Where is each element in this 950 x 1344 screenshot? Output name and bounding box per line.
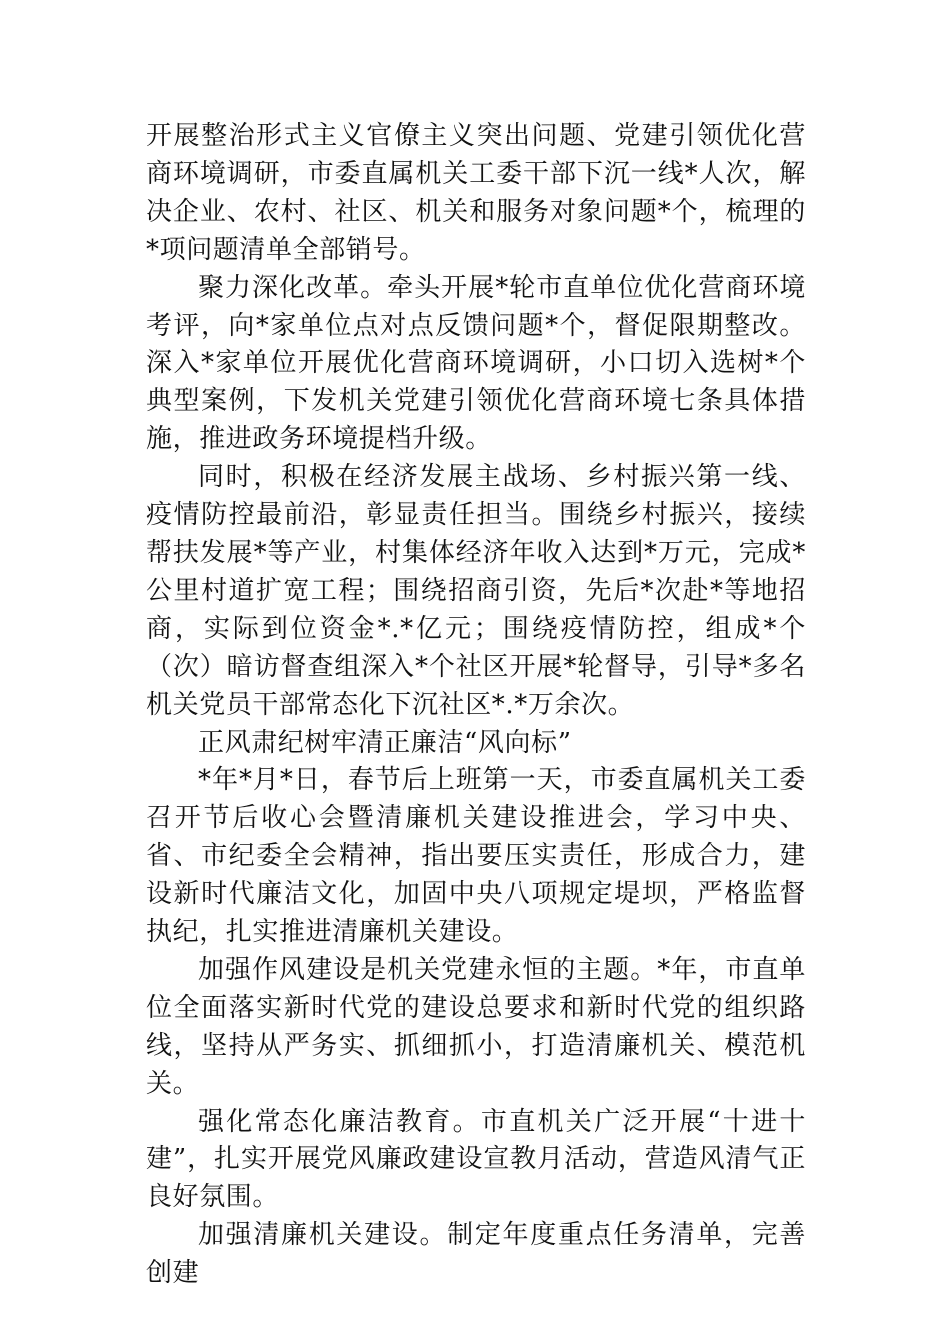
paragraph-6: 加强作风建设是机关党建永恒的主题。*年，市直单位全面落实新时代党的建设总要求和新时代党的组织路线，坚持从严务实、抓细抓小，打造清廉机关、模范机关。 bbox=[146, 954, 806, 1099]
paragraph-7: 强化常态化廉洁教育。市直机关广泛开展“十进十建”，扎实开展党风廉政建设宣教月活动，营造风清气正良好氛围。 bbox=[146, 1106, 806, 1213]
document-page bbox=[146, 118, 806, 1293]
paragraph-2: 聚力深化改革。牵头开展*轮市直单位优化营商环境考评，向*家单位点对点反馈问题*个，督促限期整改。深入*家单位开展优化营商环境调研，小口切入选树*个典型案例，下发机关党建引领优化营商环境七条具体措施，推进政务环境提档升级。 bbox=[146, 272, 806, 455]
paragraph-5: *年*月*日，春节后上班第一天，市委直属机关工委召开节后收心会暨清廉机关建设推进会，学习中央、省、市纪委全会精神，指出要压实责任，形成合力，建设新时代廉洁文化，加固中央八项规定堤坝，严格监督执纪，扎实推进清廉机关建设。 bbox=[146, 765, 806, 948]
paragraph-1: 开展整治形式主义官僚主义突出问题、党建引领优化营商环境调研，市委直属机关工委干部下沉一线*人次，解决企业、农村、社区、机关和服务对象问题*个，梳理的*项问题清单全部销号。 bbox=[146, 121, 806, 265]
paragraph-3: 同时，积极在经济发展主战场、乡村振兴第一线、疫情防控最前沿，彰显责任担当。围绕乡村振兴，接续帮扶发展*等产业，村集体经济年收入达到*万元，完成*公里村道扩宽工程；围绕招商引资，先后*次赴*等地招商，实际到位资金*.*亿元；围绕疫情防控，组成*个（次）暗访督查组深入*个社区开展*轮督导，引导*多名机关党员干部常态化下沉社区*.*万余次。 bbox=[146, 462, 806, 720]
section-heading: 正风肃纪树牢清正廉洁“风向标” bbox=[198, 727, 572, 758]
paragraph-8: 加强清廉机关建设。制定年度重点任务清单，完善创建 bbox=[146, 1220, 806, 1289]
